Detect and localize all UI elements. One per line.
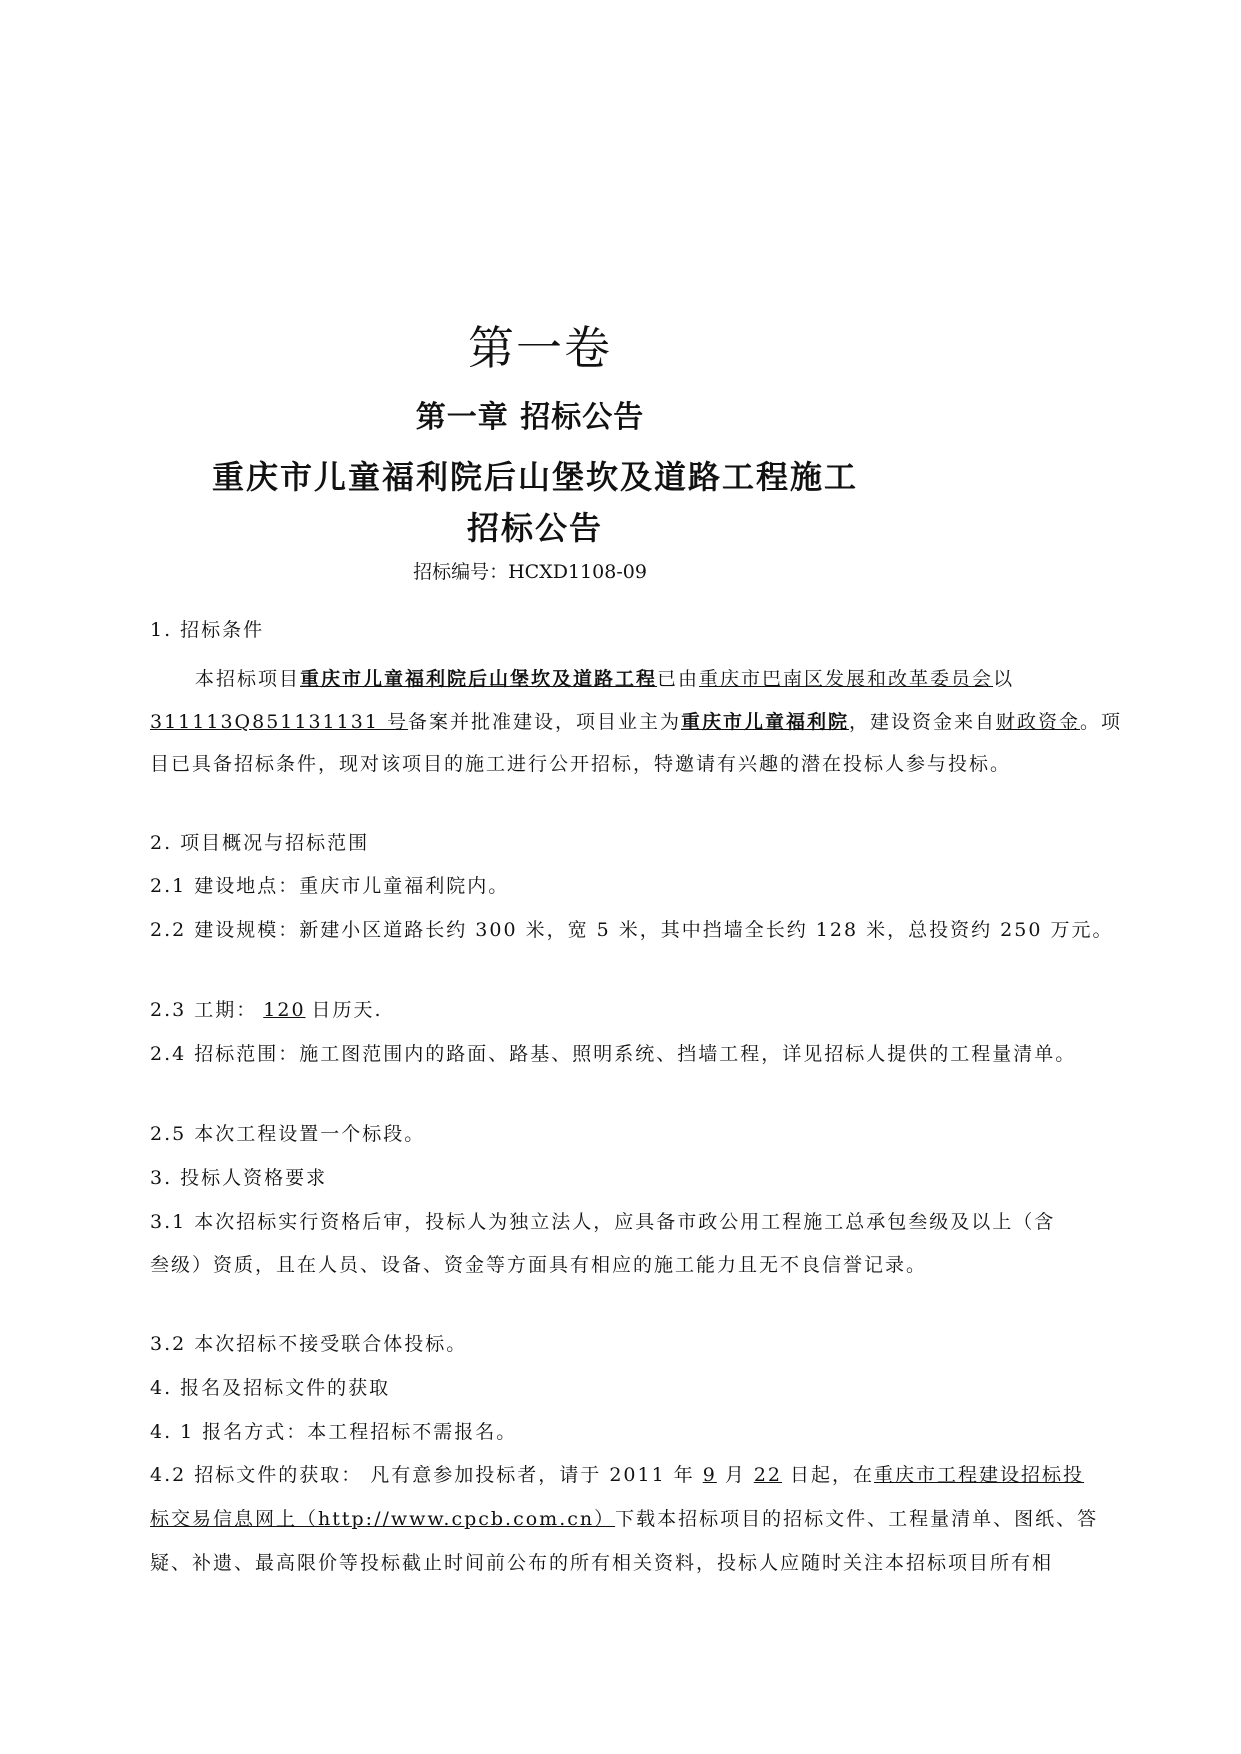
bid-number-value: HCXD1108-09 — [508, 561, 647, 583]
text-run: 月 — [724, 1464, 746, 1486]
text-run: 本招标项目 — [195, 668, 301, 690]
section-3-2: 3.2 本次招标不接受联合体投标。 — [150, 1333, 468, 1355]
section-4-heading: 4. 报名及招标文件的获取 — [150, 1377, 391, 1399]
start-month: 9 — [702, 1464, 717, 1486]
record-number: 311113Q851131131 号 — [150, 711, 408, 733]
text-run: ，建设资金来自 — [848, 711, 996, 733]
section-4-2-line2 — [150, 1505, 1110, 1533]
project-name: 重庆市儿童福利院后山堡坎及道路工程 — [300, 668, 658, 690]
text-run: 。项 — [1080, 711, 1123, 733]
volume-heading: 第一卷 — [468, 321, 612, 375]
start-day: 22 — [753, 1464, 783, 1486]
text-run: 下载本招标项目的招标文件、工程量清单、图纸、答 — [615, 1508, 1099, 1530]
approver-name: 重庆市巴南区发展和改革委员会 — [699, 668, 994, 690]
section-2-2: 2.2 建设规模：新建小区道路长约 300 米，宽 5 米，其中挡墙全长约 128 米，总投资约 250 万元。 — [150, 919, 1114, 941]
fund-source: 财政资金 — [996, 711, 1081, 733]
text-run: 已由 — [657, 668, 700, 690]
section-1-paragraph-line3: 目已具备招标条件，现对该项目的施工进行公开招标，特邀请有兴趣的潜在投标人参与投标。 — [150, 753, 1012, 775]
chapter-heading: 第一章 招标公告 — [415, 400, 645, 435]
section-3-1-line2: 叁级）资质，且在人员、设备、资金等方面具有相应的施工能力且无不良信誉记录。 — [150, 1254, 928, 1276]
section-3-1-line1: 3.1 本次招标实行资格后审，投标人为独立法人，应具备市政公用工程施工总承包叁级及以上（含 — [150, 1211, 1056, 1233]
section-2-5: 2.5 本次工程设置一个标段。 — [150, 1123, 426, 1145]
project-owner: 重庆市儿童福利院 — [680, 711, 849, 733]
website-link[interactable]: 标交易信息网上（http://www.cpcb.com.cn） — [150, 1508, 616, 1530]
section-2-3 — [150, 996, 1110, 1024]
text-run: 4.2 招标文件的获取： 凡有意参加投标者，请于 2011 年 — [150, 1464, 695, 1486]
section-1-heading: 1. 招标条件 — [150, 619, 265, 641]
section-4-2-line3: 疑、补遗、最高限价等投标截止时间前公布的所有相关资料，投标人应随时关注本招标项目所有相 — [150, 1552, 1054, 1574]
section-3-heading: 3. 投标人资格要求 — [150, 1167, 328, 1189]
section-4-1: 4. 1 报名方式：本工程招标不需报名。 — [150, 1421, 518, 1443]
section-2-1: 2.1 建设地点：重庆市儿童福利院内。 — [150, 875, 510, 897]
bid-number — [0, 557, 1060, 584]
bid-number-label: 招标编号： — [413, 561, 509, 583]
section-2-heading: 2. 项目概况与招标范围 — [150, 832, 370, 854]
website-name: 重庆市工程建设招标投 — [874, 1464, 1085, 1486]
text-run: 2.3 工期： — [150, 999, 258, 1021]
text-run: 备案并批准建设，项目业主为 — [407, 711, 681, 733]
section-1-paragraph-line1 — [195, 665, 1110, 693]
section-2-4: 2.4 招标范围：施工图范围内的路面、路基、照明系统、挡墙工程，详见招标人提供的工程量清单。 — [150, 1043, 1077, 1065]
text-run: 日历天. — [311, 999, 383, 1021]
notice-title-line2: 招标公告 — [466, 509, 603, 547]
text-run: 以 — [993, 668, 1015, 690]
section-1-paragraph-line2 — [150, 708, 1123, 736]
section-4-2-line1 — [150, 1461, 1110, 1489]
text-run: 日起，在 — [790, 1464, 875, 1486]
notice-title-line1: 重庆市儿童福利院后山堡坎及道路工程施工 — [211, 458, 858, 496]
duration-days: 120 — [263, 999, 306, 1021]
